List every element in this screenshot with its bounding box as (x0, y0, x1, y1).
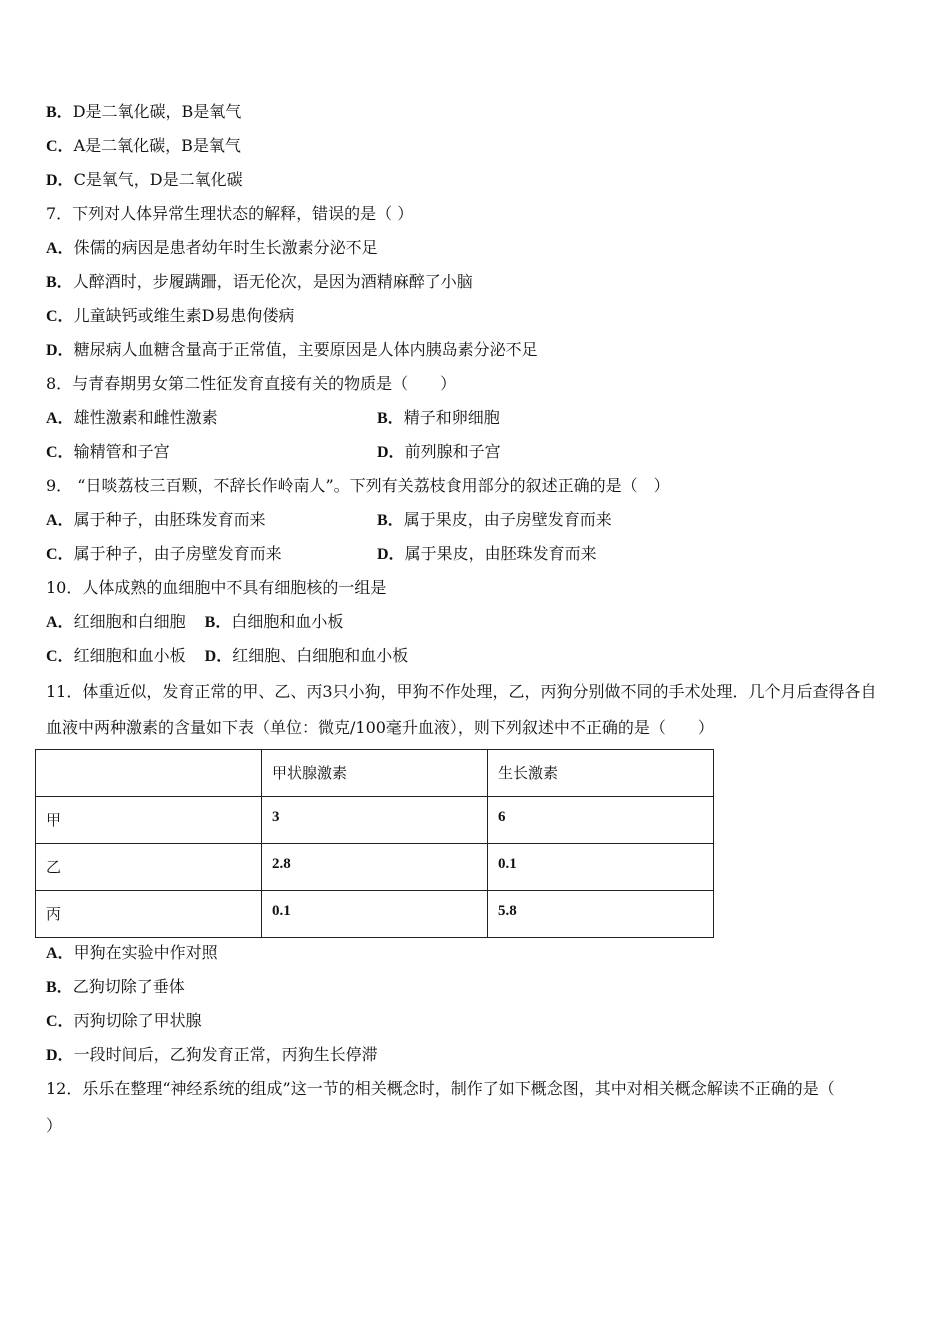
table-row (36, 891, 714, 938)
q8-option-c: C．输精管和子宫 (46, 442, 170, 461)
q7-option-d: D．糖尿病人血糖含量高于正常值，主要原因是人体内胰岛素分泌不足 (46, 340, 538, 359)
q6-option-c: C．A是二氧化碳，B是氧气 (46, 136, 241, 155)
hormone-table (35, 749, 714, 938)
q9-option-a: A．属于种子，由胚珠发育而来 (46, 510, 266, 529)
table-header-cell: 生长激素 (488, 750, 714, 797)
table-header-cell: 甲状腺激素 (262, 750, 488, 797)
q11-option-b: B．乙狗切除了垂体 (46, 977, 185, 996)
table-cell: 乙 (36, 844, 262, 891)
q8-options-row1 (46, 407, 746, 430)
q11-stem-line2: 血液中两种激素的含量如下表（单位：微克/100毫升血液），则下列叙述中不正确的是（ ） (46, 718, 714, 737)
q11-option-a: A．甲狗在实验中作对照 (46, 943, 218, 962)
q10-options-row1 (46, 611, 343, 634)
q8-option-a: A．雄性激素和雌性激素 (46, 408, 218, 427)
q7-option-c: C．儿童缺钙或维生素D易患佝偻病 (46, 306, 295, 325)
q7-stem: 7．下列对人体异常生理状态的解释，错误的是（ ） (46, 204, 414, 223)
table-row (36, 844, 714, 891)
table-cell: 5.8 (488, 891, 714, 938)
q7-option-a: A．侏儒的病因是患者幼年时生长激素分泌不足 (46, 238, 378, 257)
q10-option-c: C．红细胞和血小板 (46, 646, 186, 665)
table-header-row (36, 750, 714, 797)
table-cell: 0.1 (262, 891, 488, 938)
q9-option-c: C．属于种子，由子房壁发育而来 (46, 544, 282, 563)
table-cell: 3 (262, 797, 488, 844)
q9-options-row2 (46, 543, 746, 566)
q12-stem-line2: ） (46, 1116, 63, 1135)
q8-option-d: D．前列腺和子宫 (377, 442, 501, 461)
q10-option-d: D．红细胞、白细胞和血小板 (204, 646, 409, 665)
q11-stem-line1: 11．体重近似，发育正常的甲、乙、丙3只小狗，甲狗不作处理，乙，丙狗分别做不同的手术处理．几个月后查得各自 (46, 682, 877, 701)
q12-stem-line1: 12．乐乐在整理“神经系统的组成”这一节的相关概念时，制作了如下概念图，其中对相关概念解读不正确的是（ (46, 1079, 835, 1098)
q8-option-b: B．精子和卵细胞 (377, 408, 500, 427)
table-cell: 丙 (36, 891, 262, 938)
table-cell: 6 (488, 797, 714, 844)
table-cell: 2.8 (262, 844, 488, 891)
q7-option-b: B．人醉酒时，步履蹒跚，语无伦次，是因为酒精麻醉了小脑 (46, 272, 473, 291)
q6-option-b: B．D是二氧化碳，B是氧气 (46, 102, 242, 121)
q9-stem: 9． “日啖荔枝三百颗，不辞长作岭南人”。下列有关荔枝食用部分的叙述正确的是（ ） (46, 476, 670, 495)
q8-stem: 8．与青春期男女第二性征发育直接有关的物质是（ ） (46, 374, 457, 393)
q8-options-row2 (46, 441, 746, 464)
q9-option-b: B．属于果皮，由子房壁发育而来 (377, 510, 612, 529)
q9-options-row1 (46, 509, 746, 532)
q10-options-row2 (46, 645, 408, 668)
q11-option-d: D．一段时间后，乙狗发育正常，丙狗生长停滞 (46, 1045, 378, 1064)
q10-option-b: B．白细胞和血小板 (204, 612, 344, 631)
q11-option-c: C．丙狗切除了甲状腺 (46, 1011, 202, 1030)
table-header-cell (36, 750, 262, 797)
q9-option-d: D．属于果皮，由胚珠发育而来 (377, 544, 597, 563)
q6-option-d: D．C是氧气，D是二氧化碳 (46, 170, 243, 189)
table-cell: 0.1 (488, 844, 714, 891)
q10-stem: 10．人体成熟的血细胞中不具有细胞核的一组是 (46, 578, 387, 597)
table-cell: 甲 (36, 797, 262, 844)
q10-option-a: A．红细胞和白细胞 (46, 612, 186, 631)
table-row (36, 797, 714, 844)
